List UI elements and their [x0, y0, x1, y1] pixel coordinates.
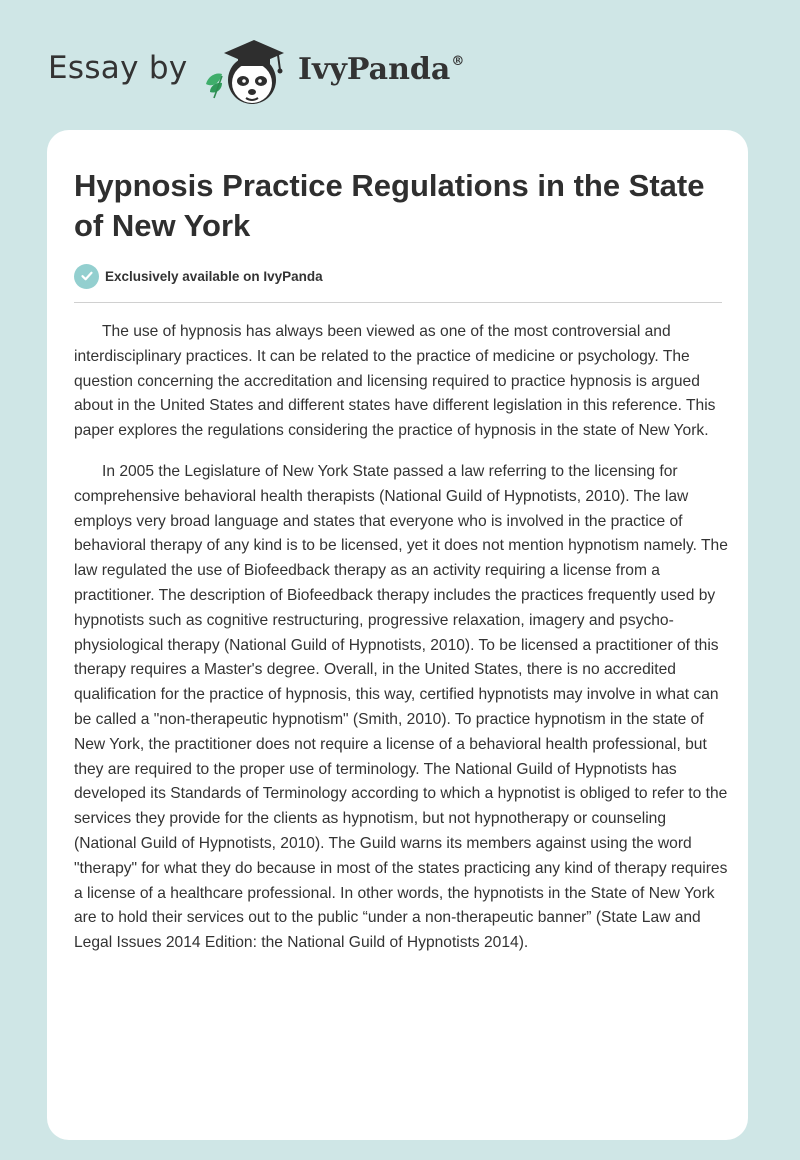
- paragraph: In 2005 the Legislature of New York State passed a law referring to the licensing for comprehensive behavioral health therapists (National Guild of Hypnotists, 2010). The law employs very broad language and states that everyone who is involved in the practice of behavioral therapy of any kind is to be licensed, yet it does not mention hypnotism namely. The law regulated the use of Biofeedback therapy as an activity requiring a license from a practitioner. The description of Biofeedback therapy includes the practices frequently used by hypnotists such as cognitive restructuring, progressive relaxation, imagery and psycho-physiological therapy (National Guild of Hypnotists, 2010). To be licensed a practitioner of this therapy requires a Master's degree. Overall, in the United States, there is no accredited qualification for the practice of hypnosis, this way, certified hypnotists may involve in what can be called a "non-therapeutic hypnotism" (Smith, 2010). To practice hypnotism in the state of New York, the practitioner does not require a license of a behavioral health professional, but they are required to the proper use of terminology. The National Guild of Hypnotists has developed its Standards of Terminology according to which a hypnotist is obliged to refer to the services they provide for the clients as hypnotism, but not hypnotherapy or counseling (National Guild of Hypnotists, 2010). The Guild warns its members against using the word "therapy" for what they do because in most of the states practicing any kind of therapy requires a license of a healthcare professional. In other words, the hypnotists in the State of New York are to hold their services out to the public “under a non-therapeutic banner” (State Law and Legal Issues 2014 Edition: the National Guild of Hypnotists 2014).: [74, 462, 728, 952]
- exclusive-badge: [74, 263, 323, 289]
- divider: [74, 302, 722, 303]
- badge-label: Exclusively available on IvyPanda: [105, 268, 323, 284]
- panda-logo-icon[interactable]: [200, 36, 292, 112]
- registered-mark: ®: [451, 54, 465, 69]
- site-header: [0, 0, 800, 130]
- check-icon: [74, 264, 99, 289]
- paragraph: The use of hypnosis has always been viewed as one of the most controversial and interdisciplinary practices. It can be related to the practice of medicine or psychology. The question concerning the accreditation and licensing required to practice hypnosis is argued about in the United States and different states have different legislation in this reference. This paper explores the regulations considering the practice of hypnosis in the state of New York.: [74, 323, 716, 440]
- essay-card: [47, 130, 748, 1140]
- essay-body: [74, 320, 729, 972]
- essay-by-label: Essay by: [48, 50, 188, 86]
- brand-name[interactable]: [298, 52, 464, 87]
- brand-text: IvyPanda: [298, 52, 451, 87]
- page-title: Hypnosis Practice Regulations in the State of New York: [74, 168, 705, 243]
- leaf-icon: [206, 73, 222, 98]
